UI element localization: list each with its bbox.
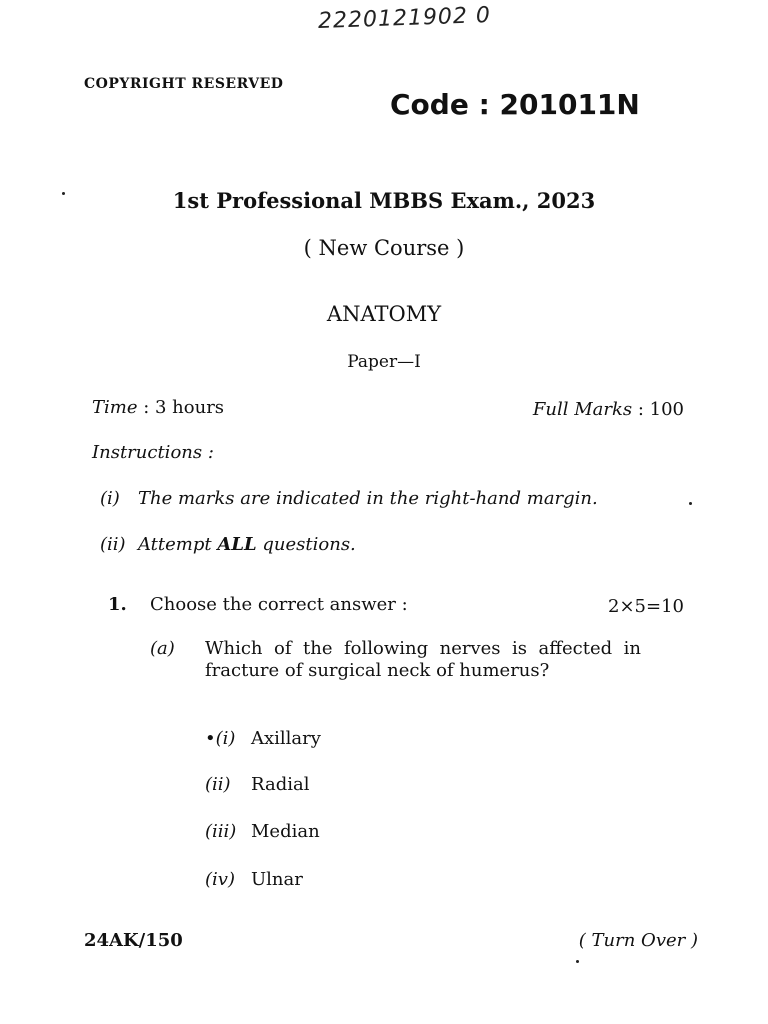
paper-number: Paper—I — [347, 352, 421, 372]
instruction-number: (ii) — [100, 534, 126, 555]
footer-code: 24AK/150 — [84, 930, 183, 951]
instruction-text: The marks are indicated in the right-hand margin. — [138, 488, 598, 509]
handwritten-roll-number: 2220121902 0 — [317, 2, 492, 35]
option-label: (iv) — [205, 869, 235, 890]
answer-option — [205, 774, 309, 795]
question-marks: 2×5=10 — [608, 596, 684, 617]
instruction-emphasis: ALL — [217, 534, 257, 555]
option-text: Median — [251, 821, 320, 842]
option-label: (ii) — [205, 774, 231, 795]
full-marks-info — [533, 399, 684, 420]
instructions-heading: Instructions : — [92, 442, 214, 463]
time-info — [92, 397, 224, 418]
instruction-item — [100, 488, 598, 509]
option-text: Axillary — [251, 728, 321, 749]
speck-mark — [576, 960, 579, 963]
course-label: ( New Course ) — [303, 236, 465, 260]
speck-mark — [689, 502, 692, 505]
option-label: •(i) — [205, 728, 236, 749]
question-text: Choose the correct answer : — [150, 594, 408, 615]
time-label: Time — [92, 397, 138, 418]
sub-question-label: (a) — [150, 638, 175, 659]
answer-option — [205, 821, 320, 842]
subject-title: ANATOMY — [326, 302, 442, 326]
full-marks-value: : 100 — [637, 399, 684, 420]
option-label: (iii) — [205, 821, 237, 842]
exam-title: 1st Professional MBBS Exam., 2023 — [172, 188, 596, 213]
paper-code: Code : 201011N — [390, 88, 640, 121]
full-marks-label: Full Marks — [532, 399, 633, 420]
answer-option — [205, 728, 321, 749]
option-text: Ulnar — [251, 869, 303, 890]
time-value: : 3 hours — [143, 397, 225, 418]
instruction-number: (i) — [100, 488, 120, 509]
turn-over-note: ( Turn Over ) — [578, 930, 698, 951]
answer-option — [205, 869, 303, 890]
copyright-notice: COPYRIGHT RESERVED — [84, 76, 284, 92]
instruction-text: questions. — [262, 534, 356, 555]
instruction-text: Attempt — [138, 534, 212, 555]
option-text: Radial — [251, 774, 310, 795]
instruction-item — [100, 534, 356, 555]
question-number: 1. — [108, 594, 127, 615]
sub-question-text: Which of the following nerves is affected in fracture of surgical neck of humerus? — [205, 638, 641, 681]
